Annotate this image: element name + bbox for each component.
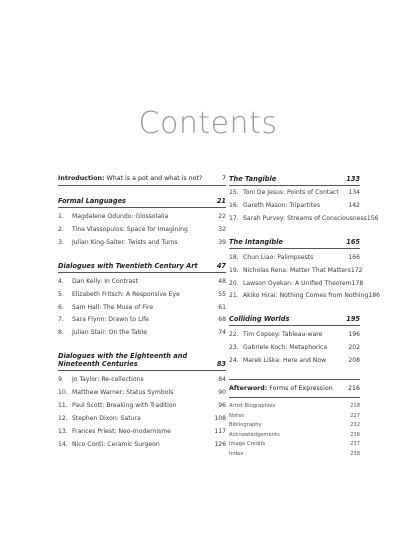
toc-section: [229, 315, 360, 368]
toc-entry[interactable]: 21. Akiko Hirai: Nothing Comes from Nothing 186: [229, 292, 380, 300]
toc-intro-page: 7: [221, 175, 226, 182]
toc-entry[interactable]: 9. Jo Taylor: Re-collections 84: [58, 376, 226, 384]
toc-entry[interactable]: 12. Stephen Dixon: Satura 108: [58, 414, 226, 422]
divider: [229, 397, 360, 398]
toc-entry[interactable]: 18. Chun Liao: Palimpsests 166: [229, 253, 360, 261]
divider: [58, 370, 226, 371]
divider: [229, 325, 360, 326]
toc-section-heading[interactable]: Colliding Worlds 195: [229, 315, 360, 324]
toc-entry[interactable]: 7. Sara Flynn: Drawn to Life 68: [58, 316, 226, 324]
toc-entry[interactable]: 20. Lawson Oyekan: A Unified Theorem 178: [229, 279, 364, 287]
toc-entry[interactable]: 3. Julian King-Salter: Twists and Turns 39: [58, 238, 226, 246]
toc-section-heading[interactable]: The Intangible 165: [229, 237, 360, 246]
divider: [229, 185, 360, 186]
back-matter-entry[interactable]: Artist Biographies 218: [229, 403, 360, 410]
toc-entry[interactable]: 17. Sarah Purvey: Streams of Consciousness 156: [229, 214, 379, 222]
toc-intro-entry[interactable]: [58, 175, 226, 183]
toc-section-heading[interactable]: Dialogues with the Eighteenth and Nineteenth Centuries 83: [58, 352, 226, 369]
toc-entry[interactable]: 4. Dan Kelly: In Contrast 48: [58, 277, 226, 285]
toc-section-heading[interactable]: Formal Languages 21: [58, 197, 226, 205]
toc-section-heading[interactable]: The Tangible 133: [229, 175, 360, 183]
back-matter-entry[interactable]: Index 238: [229, 451, 360, 458]
toc-afterword-entry[interactable]: Afterword: Forms of Expression 216: [229, 385, 360, 393]
toc-entry[interactable]: 2. Tina Vlassopulos: Space for Imagining 32: [58, 225, 226, 233]
toc-entry[interactable]: 13. Frances Priest: Neo-modernisme 117: [58, 427, 226, 435]
back-matter-entry[interactable]: Acknowledgements 236: [229, 431, 360, 438]
toc-entry[interactable]: 11. Paul Scott: Breaking with Tradition 96: [58, 402, 226, 410]
toc-entry[interactable]: 8. Julian Stair: On the Table 74: [58, 329, 226, 337]
toc-right-column: [229, 175, 380, 460]
toc-section-heading[interactable]: Dialogues with Twentieth Century Art 47: [58, 261, 226, 270]
contents-title: Contents: [138, 106, 278, 141]
toc-entry[interactable]: 19. Nicholas Rena: Matter That Matters 172: [229, 266, 363, 274]
toc-entry[interactable]: 6. Sam Hall: The Muse of Fire 61: [58, 303, 226, 311]
toc-entry[interactable]: 14. Nico Conti: Ceramic Surgeon 126: [58, 440, 226, 448]
divider: [58, 272, 226, 273]
toc-entry[interactable]: 22. Tim Copsey: Tableau-ware 196: [229, 331, 360, 339]
toc-intro-title: Introduction: What is a pot and what is not?: [58, 175, 203, 182]
back-matter-entry[interactable]: Bibliography 232: [229, 422, 360, 429]
toc-entry[interactable]: 15. Toni De Jesus: Points of Contact 134: [229, 189, 360, 196]
toc-entry[interactable]: 10. Matthew Warner: Status Symbols 90: [58, 389, 226, 397]
toc-entry[interactable]: 16. Gareth Mason: Tripartites 142: [229, 201, 360, 209]
toc-entry[interactable]: 1. Magdalene Odundo: Glossolalia 22: [58, 213, 226, 220]
toc-section: [229, 175, 379, 226]
toc-entry[interactable]: 24. Marek Liška: Here and Now 208: [229, 357, 360, 365]
divider: [229, 379, 360, 380]
divider: [58, 207, 226, 208]
toc-entry[interactable]: 23. Gabriele Koch: Metaphorica 202: [229, 344, 360, 352]
toc-left-column: [58, 175, 226, 452]
toc-section: [229, 237, 380, 304]
toc-section: [58, 352, 226, 451]
toc-entry[interactable]: 5. Elizabeth Fritsch: A Responsive Eye 55: [58, 290, 226, 298]
back-matter-entry[interactable]: Image Credits 237: [229, 441, 360, 448]
toc-section: [58, 197, 226, 250]
back-matter-list: [229, 402, 360, 460]
back-matter-entry[interactable]: Notes 227: [229, 412, 360, 419]
toc-section: [58, 262, 226, 341]
divider: [229, 248, 360, 249]
